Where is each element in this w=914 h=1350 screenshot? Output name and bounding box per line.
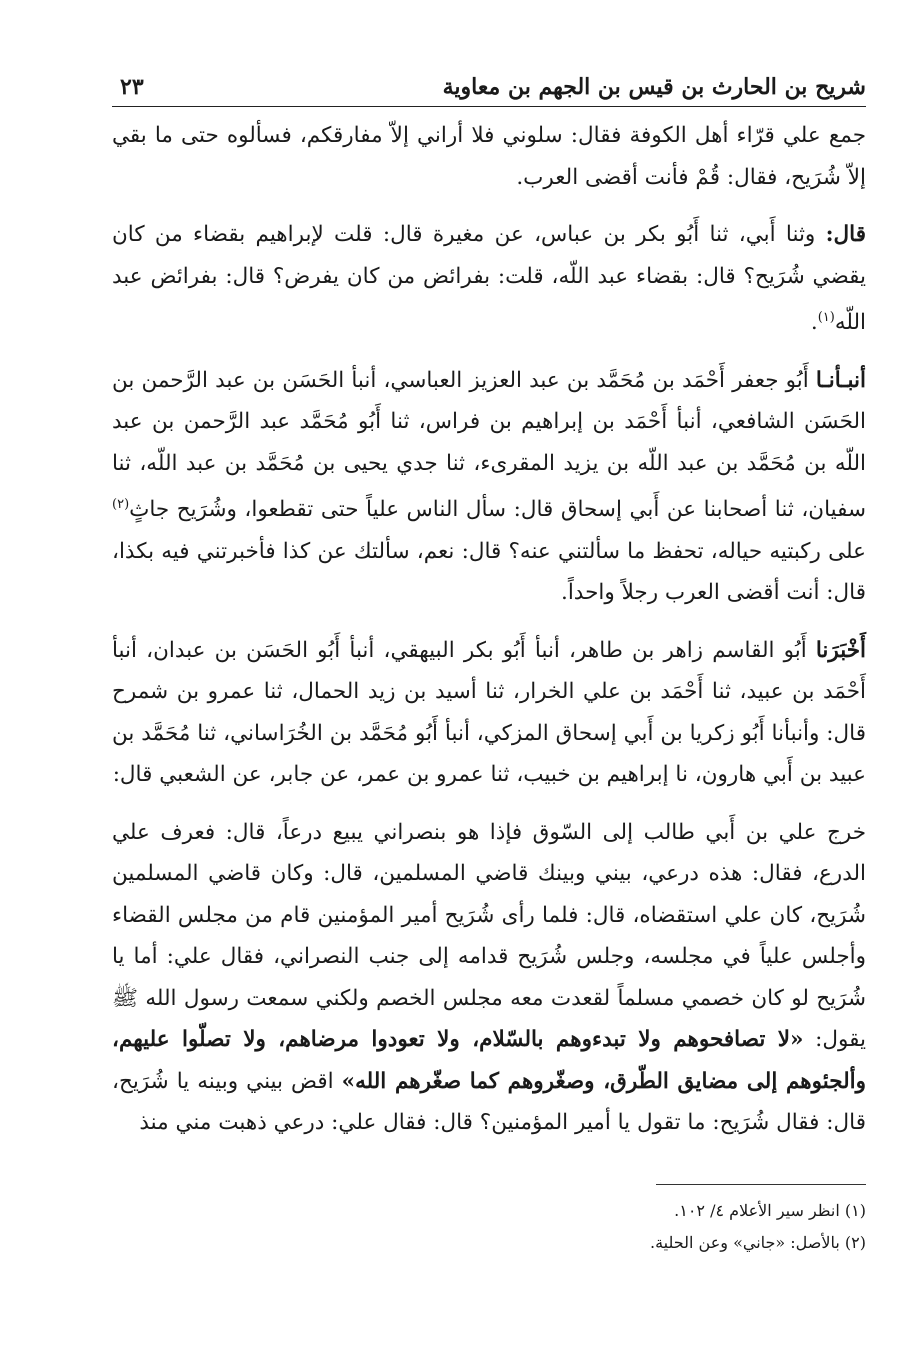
paragraph-5: خرج علي بن أَبي طالب إلى السّوق فإذا هو بنصراني يبيع درعاً، قال: فعرف علي الدرع، فقال: هذه درعي، بيني وبينك قاضي المسلمين، قال: وكان قاضي المسلمين شُرَيح، كان علي استقضاه، قال: فلما رأى شُرَيح أمير المؤمنين قام من مجلس القضاء وأجلس علياً في مجلسه، وجلس شُرَيح قدامه إلى جنب النصراني، فقال علي: أما يا شُرَيح لو كان خصمي مسلماً لقعدت معه مجلس الخصم ولكني سمعت رسول الله ﷺ يقول: «لا تصافحوهم ولا تبدءوهم بالسّلام، ولا تعودوا مرضاهم، ولا تصلّوا عليهم، وألجئوهم إلى مضايق الطّرق، وصغّروهم كما صغّرهم الله» اقض بيني وبينه يا شُرَيح، قال: فقال شُرَيح: ما تقول يا أمير المؤمنين؟ قال: فقال علي: درعي ذهبت مني منذ	[112, 819, 866, 1136]
running-header	[112, 62, 866, 107]
paragraph-4: أَخْبَرَنا أَبُو القاسم زاهر بن طاهر، أنبأ أَبُو بكر البيهقي، أنبأ أَبُو الحَسَن بن عبدان، أنبأ أَحْمَد بن عبيد، ثنا أَحْمَد بن علي الخرار، ثنا أسيد بن زيد الحمال، ثنا عمرو بن شمرح قال: وأنبأنا أَبُو زكريا بن أَبي إسحاق المزكي، أنبأ أَبُو مُحَمَّد بن الخُرَاساني، ثنا مُحَمَّد بن عبيد بن أَبي هارون، نا إبراهيم بن خبيب، ثنا عمرو بن عمر، عن جابر، عن الشعبي قال:	[112, 637, 866, 788]
paragraph-2: قال: وثنا أَبي، ثنا أَبُو بكر بن عباس، عن مغيرة قال: قلت لإبراهيم بقضاء من كان يقضي شُرَيح؟ قال: بقضاء عبد اللّه، قلت: بفرائض من كان يفرض؟ قال: بفرائض عبد اللّه$^{(١)}$.	[112, 222, 866, 336]
page-number: ٢٣	[120, 74, 144, 100]
footnote-divider	[656, 1184, 866, 1185]
footnote-2: (٢) بالأصل: «جاني» وعن الحلية.	[650, 1232, 866, 1252]
paragraph-lead: أنبـأنـا	[815, 367, 866, 393]
main-text	[112, 115, 866, 1144]
footnote-marker-1[interactable]: (١)	[817, 310, 835, 325]
paragraph-lead: أَخْبَرَنا	[815, 637, 866, 663]
footnote-1: (١) انظر سير الأعلام ٤/ ١٠٢.	[674, 1200, 866, 1220]
paragraph-1: جمع علي قرّاء أهل الكوفة فقال: سلوني فلا أراني إلاّ مفارقكم، فسألوه حتى ما بقي إلاّ شُرَيح، فقال: قُمْ فأنت أقضى العرب.	[112, 123, 866, 190]
running-title: شريح بن الحارث بن قيس بن الجهم بن معاوية	[442, 74, 866, 100]
paragraph-lead: قال:	[825, 222, 866, 247]
footnotes	[112, 1195, 866, 1259]
footnote-marker-2[interactable]: (٢)	[112, 497, 130, 513]
hadith-quote: «لا تصافحوهم ولا تبدءوهم بالسّلام، ولا تعودوا مرضاهم، ولا تصلّوا عليهم، وألجئوهم إلى مضايق الطّرق، وصغّروهم كما صغّرهم الله»	[112, 1027, 866, 1094]
paragraph-3: أنبـأنـا أَبُو جعفر أَحْمَد بن مُحَمَّد بن عبد العزيز العباسي، أنبأ الحَسَن بن عبد الرَّحمن بن الحَسَن الشافعي، أنبأ أَحْمَد بن إبراهيم بن فراس، ثنا أَبُو مُحَمَّد عبد الرَّحمن بن عبد اللّه بن مُحَمَّد بن عبد اللّه بن يزيد المقرىء، ثنا جدي يحيى بن مُحَمَّد بن عبد اللّه، ثنا سفيان، ثنا أصحابنا عن أَبي إسحاق قال: سأل الناس علياً حتى تقطعوا، وشُرَيح جاثٍ$^{(٢)}$ على ركبتيه حياله، تحفظ ما سألتني عنه؟ قال: نعم، سألتك عن كذا فأخبرتني فيه بكذا، قال: أنت أقضى العرب رجلاً واحداً.	[112, 367, 866, 606]
